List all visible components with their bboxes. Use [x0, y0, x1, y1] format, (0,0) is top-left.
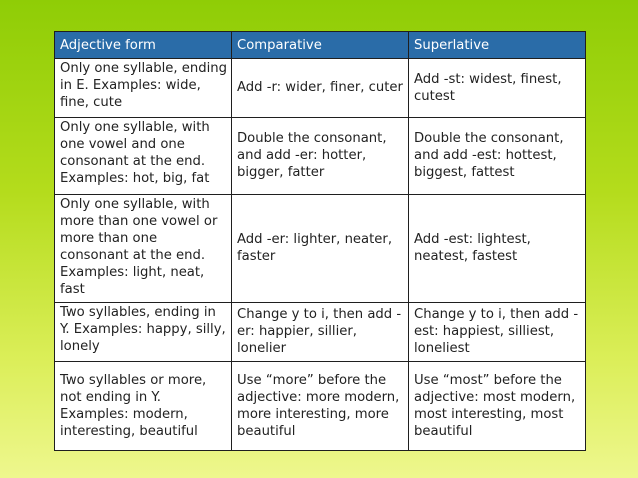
- header-superlative: Superlative: [409, 32, 586, 59]
- table-row: [55, 118, 586, 195]
- cell-superlative: Use “most” before the adjective: most modern, most interesting, most beautiful: [409, 362, 586, 451]
- cell-form: Only one syllable, ending in E. Examples: wide, fine, cute: [55, 59, 232, 118]
- adjective-comparison-table: [54, 31, 586, 451]
- table-row: [55, 362, 586, 451]
- cell-superlative: Double the consonant, and add -est: hottest, biggest, fattest: [409, 118, 586, 195]
- cell-comparative: Change y to i, then add -er: happier, sillier, lonelier: [232, 303, 409, 362]
- cell-form: Only one syllable, with more than one vowel or more than one consonant at the end. Examples: light, neat, fast: [55, 195, 232, 303]
- cell-form: Only one syllable, with one vowel and one consonant at the end. Examples: hot, big, fat: [55, 118, 232, 195]
- cell-superlative: Add -st: widest, finest, cutest: [409, 59, 586, 118]
- cell-form: Two syllables, ending in Y. Examples: happy, silly, lonely: [55, 303, 232, 362]
- table-row: [55, 195, 586, 303]
- cell-form: Two syllables or more, not ending in Y. Examples: modern, interesting, beautiful: [55, 362, 232, 451]
- comparison-table-container: [54, 31, 585, 451]
- table-header-row: [55, 32, 586, 59]
- cell-superlative: Add -est: lightest, neatest, fastest: [409, 195, 586, 303]
- header-comparative: Comparative: [232, 32, 409, 59]
- table-row: [55, 59, 586, 118]
- cell-comparative: Double the consonant, and add -er: hotter, bigger, fatter: [232, 118, 409, 195]
- table-row: [55, 303, 586, 362]
- cell-comparative: Add -er: lighter, neater, faster: [232, 195, 409, 303]
- cell-comparative: Use “more” before the adjective: more modern, more interesting, more beautiful: [232, 362, 409, 451]
- header-adjective-form: Adjective form: [55, 32, 232, 59]
- cell-comparative: Add -r: wider, finer, cuter: [232, 59, 409, 118]
- cell-superlative: Change y to i, then add -est: happiest, silliest, loneliest: [409, 303, 586, 362]
